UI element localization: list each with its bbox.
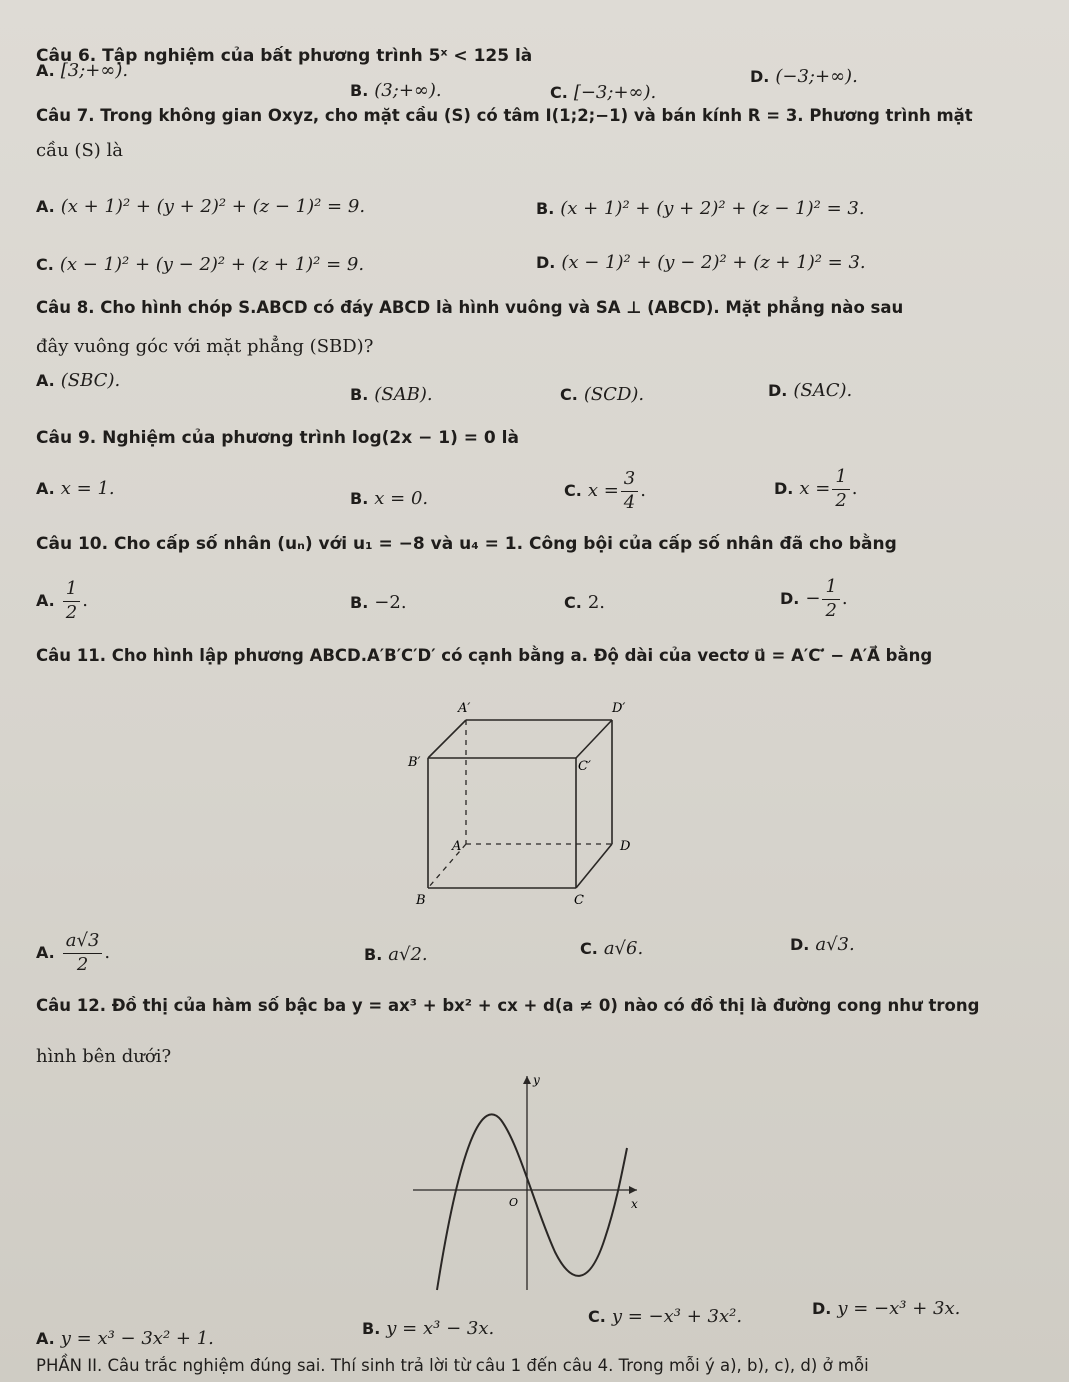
q7-line2: cầu (S) là <box>36 140 124 161</box>
q6-option-a: A. [3;+∞). <box>36 60 129 81</box>
cube-edge-d1c1 <box>576 720 612 758</box>
q8-option-a: A. (SBC). <box>36 370 121 391</box>
cube-figure <box>380 690 660 910</box>
cube-label-d: D <box>620 839 631 854</box>
q8-line1: Câu 8. Cho hình chóp S.ABCD có đáy ABCD là hình vuông và SA ⊥ (ABCD). Mặt phẳng nào sau <box>36 298 904 317</box>
q9-option-b: B. x = 0. <box>350 488 429 509</box>
q12-option-b: B. y = x³ − 3x. <box>362 1318 495 1339</box>
cube-label-c: C <box>574 893 584 908</box>
q12-option-a: A. y = x³ − 3x² + 1. <box>36 1328 214 1349</box>
q10-option-b: B. −2. <box>350 592 407 613</box>
q12-option-c: C. y = −x³ + 3x². <box>588 1306 743 1327</box>
q7-line1: Câu 7. Trong không gian Oxyz, cho mặt cầu (S) có tâm I(1;2;−1) và bán kính R = 3. Phương trình mặt <box>36 106 973 125</box>
q11-option-b: B. a√2. <box>364 944 428 965</box>
q8-option-b: B. (SAB). <box>350 384 433 405</box>
y-axis-arrow <box>523 1076 531 1084</box>
q10-option-c: C. 2. <box>564 592 606 613</box>
cube-label-c1: C′ <box>578 759 591 774</box>
q9-option-d: D. x = $\frac{1}{2}$ . <box>774 466 858 511</box>
q11-text: Câu 11. Cho hình lập phương ABCD.A′B′C′D′ có cạnh bằng a. Độ dài của vectơ u⃗ = A′C′⃗ − A′A⃗ bằng <box>36 646 933 665</box>
cubic-curve <box>437 1114 627 1290</box>
q12-option-d: D. y = −x³ + 3x. <box>812 1298 961 1319</box>
q6-option-c: C. [−3;+∞). <box>550 82 657 103</box>
q10-option-d: D. − $\frac{1}{2}$ . <box>780 576 848 621</box>
q6-text: Câu 6. Tập nghiệm của bất phương trình 5ˣ < 125 là <box>36 46 533 66</box>
cube-label-b: B <box>416 893 426 908</box>
cube-label-b1: B′ <box>408 755 421 770</box>
q11-option-c: C. a√6. <box>580 938 644 959</box>
q11-option-a: A. $\frac{a√3}{2}$ . <box>36 930 111 975</box>
q7-option-b: B. (x + 1)² + (y + 2)² + (z − 1)² = 3. <box>536 198 865 219</box>
cubic-graph <box>405 1068 645 1298</box>
q9-option-a: A. x = 1. <box>36 478 115 499</box>
x-axis-arrow <box>629 1186 637 1194</box>
q10-option-a: A. $\frac{1}{2}$ . <box>36 578 88 623</box>
q12-line2: hình bên dưới? <box>36 1046 172 1067</box>
q8-option-c: C. (SCD). <box>560 384 645 405</box>
q9-option-c: C. x = $\frac{3}{4}$ . <box>564 468 646 513</box>
part-two-heading: PHẦN II. Câu trắc nghiệm đúng sai. Thí sinh trả lời từ câu 1 đến câu 4. Trong mỗi ý a), b), c), d) ở mỗi <box>36 1356 869 1375</box>
cube-edge-a1b1 <box>428 720 466 758</box>
cube-label-a1: A′ <box>458 701 471 716</box>
q9-text: Câu 9. Nghiệm của phương trình log(2x − 1) = 0 là <box>36 428 519 448</box>
q7-option-d: D. (x − 1)² + (y − 2)² + (z + 1)² = 3. <box>536 252 866 273</box>
q8-option-d: D. (SAC). <box>768 380 853 401</box>
origin-label: O <box>509 1196 519 1209</box>
q10-text: Câu 10. Cho cấp số nhân (uₙ) với u₁ = −8 và u₄ = 1. Công bội của cấp số nhân đã cho bằng <box>36 534 897 554</box>
y-axis-label: y <box>533 1073 540 1087</box>
q12-line1: Câu 12. Đồ thị của hàm số bậc ba y = ax³ + bx² + cx + d(a ≠ 0) nào có đồ thị là đường cong như trong <box>36 996 980 1015</box>
cube-edge-dc <box>576 844 612 888</box>
q8-line2: đây vuông góc với mặt phẳng (SBD)? <box>36 336 374 357</box>
x-axis-label: x <box>631 1197 638 1211</box>
q7-option-a: A. (x + 1)² + (y + 2)² + (z − 1)² = 9. <box>36 196 366 217</box>
q11-option-d: D. a√3. <box>790 934 855 955</box>
q6-option-d: D. (−3;+∞). <box>750 66 858 87</box>
cube-label-d1: D′ <box>612 701 626 716</box>
q7-option-c: C. (x − 1)² + (y − 2)² + (z + 1)² = 9. <box>36 254 365 275</box>
cube-label-a: A <box>452 839 462 854</box>
q6-option-b: B. (3;+∞). <box>350 80 442 101</box>
